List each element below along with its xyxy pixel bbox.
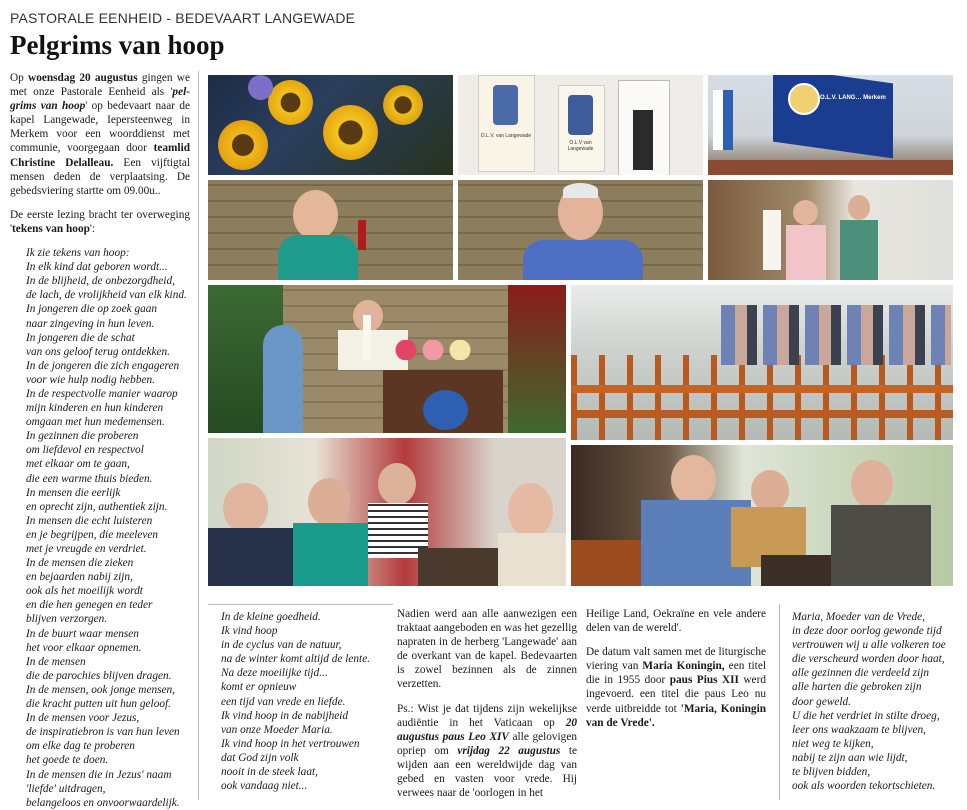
poem-part-2-line: komt er opnieuw <box>221 681 297 694</box>
headline: Pelgrims van hoop <box>10 30 225 60</box>
poem-part-1-line: die een warme thuis bieden. <box>26 472 153 485</box>
reading-intro: De eerste lezing bracht ter overweging 'tekens van hoop': <box>10 208 190 235</box>
photo-reader-woman <box>208 180 453 280</box>
intro-paragraph: Op woensdag 20 augustus gingen we met onze Pastorale Eenheid als 'pel-grims van hoop' op bedevaart naar de kapel Langewade, Iepersteenweg in Merkem voor een woorddienst met communie, voorgegaan door teamlid Christine Delalleau. Een vijftigtal mensen deden de verplaatsing. De gebedsviering startte om 09.00u.. <box>10 72 190 197</box>
col3-paragraph-2: Ps.: Wist je dat tijdens zijn wekelijkse audiëntie in het Vaticaan op 20 augustus paus Leo XIV alle gelovigen opriep om vrijdag 22 augustus te wijden aan een wereldwijde dag van gebed en vasten voor vrede. Hij verwees naar de 'oorlogen in het <box>397 702 578 800</box>
poem-part-1-line: In elk kind dat geboren wordt... <box>26 261 168 274</box>
photo-candles <box>458 75 703 175</box>
poem-part-1 <box>10 246 190 810</box>
poem-part-1-line: mijn kinderen en hun kinderen <box>26 402 164 415</box>
poem-part-1-line: blijven verzorgen. <box>26 613 108 626</box>
poem-part-1-line: en je begrijpen, die meeleven <box>26 528 159 541</box>
col4-paragraph-1: Heilige Land, Oekraïne en vele andere delen van de wereld'. <box>586 608 766 635</box>
poem-part-3-line: Maria, Moeder van de Vrede, <box>792 611 926 623</box>
poem-part-1-line: In mensen die eerlijk <box>26 486 121 499</box>
poem-part-2-line: een tijd van vrede en liefde. <box>221 695 346 708</box>
poem-part-1-line: In jongeren die de schat <box>26 331 135 344</box>
poem-part-1-line: die kracht putten uit hun geloof. <box>26 698 171 711</box>
poem-part-3-line: leer ons waakzaam te blijven, <box>792 723 926 736</box>
poem-part-3-line: niet weg te kijken, <box>792 737 874 750</box>
poem-part-3-line: nabij te zijn aan wie lijdt, <box>792 751 908 764</box>
poem-part-3-line: in deze door oorlog gewonde tijd <box>792 625 942 638</box>
poem-part-2-line: Na deze moeilijke tijd... <box>221 667 328 680</box>
section-kicker: PASTORALE EENHEID - BEDEVAART LANGEWADE <box>10 10 356 26</box>
poem-part-3-line: door geweld. <box>792 695 851 708</box>
poem-part-2-line: nooit in de steek laat, <box>221 766 318 779</box>
poem-part-1-line: In de mensen die zieken <box>26 557 134 570</box>
column-divider <box>198 71 199 800</box>
photo-altar-priest <box>208 285 566 433</box>
poem-part-1-line: In mensen die echt luisteren <box>26 514 153 527</box>
photo-congregation <box>571 285 953 440</box>
photo-two-women-altar <box>708 180 953 280</box>
poem-part-3-line: alle harten die gebroken zijn <box>792 681 922 694</box>
poem-part-3-line: die verscheurd worden door haat, <box>792 653 945 666</box>
poem-part-1-line: In de mensen <box>26 655 86 668</box>
poem-part-1-line: om liefdevol en respectvol <box>26 444 144 457</box>
poem-part-1-line: het goede te doen. <box>26 754 109 767</box>
poem-part-2-line: dat God zijn volk <box>221 751 299 764</box>
poem-part-1-line: naar zingeving in hun leven. <box>26 317 155 330</box>
poem-part-2-line: Ik vind hoop in de nabijheid <box>221 709 349 722</box>
poem-part-1-line: met elkaar om te gaan, <box>26 458 130 471</box>
poem-part-1-line: en oprecht zijn, authentiek zijn. <box>26 500 168 513</box>
candle-label-1: O.L.V. van Langewade <box>480 133 532 139</box>
poem-part-3-line: U die het verdriet in stilte droeg, <box>792 709 940 722</box>
poem-part-1-line: ook als het moeilijk wordt <box>26 585 143 598</box>
poem-part-2-line: van onze Moeder Maria. <box>221 723 333 736</box>
poem-part-2-line: in de cyclus van de natuur, <box>221 639 342 652</box>
photo-sunflowers <box>208 75 453 175</box>
poem-part-3-line: ook als woorden tekortschieten. <box>792 780 936 793</box>
poem-part-1-line: In gezinnen die proberen <box>26 430 139 443</box>
poem-part-2-line: ook vandaag niet... <box>221 780 308 793</box>
column-divider-3 <box>779 604 780 800</box>
poem-part-1-line: omgaan met hun medemensen. <box>26 416 165 429</box>
poem-part-1-line: van ons geloof terug ontdekken. <box>26 345 170 358</box>
poem-part-1-line: In de mensen, ook jonge mensen, <box>26 683 176 696</box>
poem-part-1-line: In de jongeren die zich engageren <box>26 359 180 372</box>
poem-part-1-line: de lach, de vrolijkheid van elk kind. <box>26 289 187 302</box>
photo-flag <box>708 75 953 175</box>
poem-part-3-line: vertrouwen wij u alle volkeren toe <box>792 639 946 652</box>
poem-part-1-line: belangeloos en onvoorwaardelijk. <box>26 796 180 809</box>
col4-paragraph-2: De datum valt samen met de liturgische viering van Maria Koningin, een titel die in 1955 door paus Pius XII werd ingevoerd. een titel die paus Leo nu verde uitbreidde tot 'Maria, Koningin van de Vrede'. <box>586 646 766 729</box>
column-1 <box>10 71 190 810</box>
photo-reader-man <box>458 180 703 280</box>
column-4 <box>586 607 766 740</box>
poem-part-1-line: het voor elkaar opnemen. <box>26 641 142 654</box>
column-divider-2 <box>208 604 393 605</box>
col3-paragraph-1: Nadien werd aan alle aanwezigen een traktaat aangeboden en was het gezellig napraten in de herberg 'Langewade' aan de overkant van de kapel. Bedevaarten is zowel bezinnen als de zinnen verzetten. <box>397 608 577 691</box>
poem-part-1-line: de inspiratiebron is van hun leven <box>26 726 180 739</box>
poem-part-2-line: Ik vind hoop in het vertrouwen <box>221 737 360 750</box>
poem-part-1-line: met je vreugde en verdriet. <box>26 543 147 555</box>
poem-part-1-line: In de respectvolle manier waarop <box>26 387 178 400</box>
flag-text: O.L.V. LANG… Merkem <box>820 95 886 101</box>
candle-label-2: O.L.V van Langewade <box>567 140 594 152</box>
poem-part-1-line: In de buurt waar mensen <box>26 627 139 640</box>
poem-part-2-line: In de kleine goedheid. <box>221 611 321 623</box>
column-3 <box>397 607 577 810</box>
poem-part-1-line: 'liefde' uitdragen, <box>26 782 106 795</box>
poem-part-1-line: In de mensen voor Jezus, <box>26 712 140 725</box>
poem-part-1-line: en bejaarden nabij zijn, <box>26 571 133 584</box>
poem-part-2-line: na de winter komt altijd de lente. <box>221 653 371 666</box>
poem-part-3-line: alle gezinnen die verdeeld zijn <box>792 667 929 680</box>
poem-part-2 <box>221 610 391 793</box>
poem-part-1-line: In jongeren die op zoek gaan <box>26 303 158 316</box>
photo-cafe-left <box>208 438 566 586</box>
poem-part-1-line: Ik zie tekens van hoop: <box>26 247 130 260</box>
poem-part-1-line: die de parochies blijven dragen. <box>26 669 172 682</box>
poem-part-1-line: om elke dag te proberen <box>26 740 135 753</box>
poem-part-1-line: In de blijheid, de onbezorgdheid, <box>26 275 175 288</box>
poem-part-3 <box>792 610 962 793</box>
poem-part-1-line: In de mensen die in Jezus' naam <box>26 768 172 781</box>
photo-cafe-right <box>571 445 953 586</box>
poem-part-1-line: voor wie hulp nodig hebben. <box>26 373 155 386</box>
poem-part-3-line: te blijven bidden, <box>792 766 871 779</box>
poem-part-2-line: Ik vind hoop <box>221 625 278 638</box>
poem-part-1-line: en die hen genegen en teder <box>26 599 153 612</box>
